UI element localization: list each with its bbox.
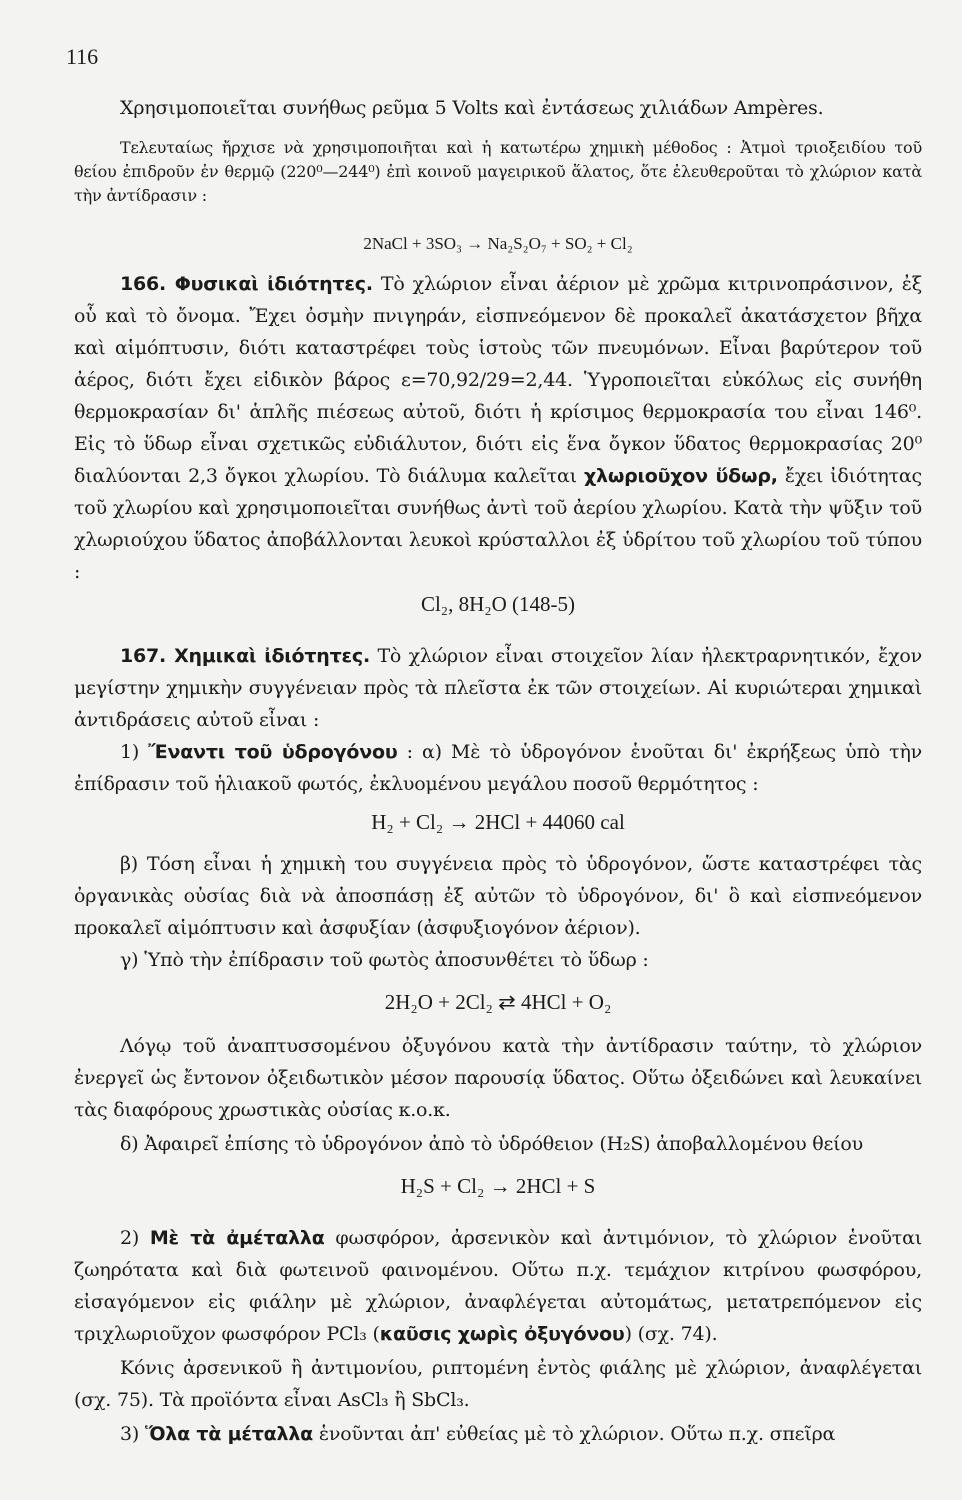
item-2-end: ) (σχ. 74). [624, 1323, 718, 1345]
arsenic-paragraph: Κόνις ἀρσενικοῦ ἢ ἀντιμονίου, ριπτομένη ἐντὸς φιάλης μὲ χλώριον, ἀναφλέγεται (σχ. 75). Τὰ προϊόντα εἶναι AsCl₃ ἢ SbCl₃. [74, 1357, 922, 1411]
item-2 [74, 1222, 922, 1350]
gamma-continuation: Λόγῳ τοῦ ἀναπτυσσομένου ὀξυγόνου κατὰ τὴν ἀντίδρασιν ταύτην, τὸ χλώριον ἐνεργεῖ ὡς ἔντονον ὀξειδωτικὸν μέσον παρουσίᾳ ὕδατος. Οὕτω ὀξειδώνει καὶ λευκαίνει τὰς διαφόρους χρωστικὰς οὐσίας κ.ο.κ. [74, 1035, 922, 1121]
section-166-text-cont: ἔχει ἰδιότητας τοῦ χλωρίου καὶ χρησιμοποιεῖται συνήθως ἀντὶ τοῦ ἀερίου χλωρίου. Κατὰ τὴν ψῦξιν τοῦ χλωριούχου ὕδατος ἀποβάλλονται λευκοὶ κρύσταλλοι ἐξ ὑδρίτου τοῦ χλωρίου τοῦ τύπου : [74, 465, 922, 583]
item-1-prefix: 1) [120, 741, 149, 763]
item-3-bold: Ὅλα τὰ μέταλλα [144, 1423, 314, 1445]
item-1-bold: Ἔναντι τοῦ ὑδρογόνου [148, 741, 398, 763]
item-3-text: ἑνοῦνται ἀπ' εὐθείας μὲ τὸ χλώριον. Οὕτω π.χ. σπεῖρα [313, 1423, 836, 1445]
item-2-prefix: 2) [120, 1227, 150, 1249]
equation-h2-cl2: H₂ + Cl₂ → 2HCl + 44060 cal [371, 810, 625, 834]
item-3 [74, 1418, 922, 1450]
item-delta: δ) Ἀφαιρεῖ ἐπίσης τὸ ὑδρογόνον ἀπὸ τὸ ὑδρόθειον (H₂S) ἀποβαλλομένου θείου [120, 1133, 864, 1155]
item-gamma: γ) Ὑπὸ τὴν ἐπίδρασιν τοῦ φωτὸς ἀποσυνθέτει τὸ ὕδωρ : [120, 949, 649, 971]
section-167 [74, 640, 922, 736]
item-2-bold-2: καῦσις χωρὶς ὀξυγόνου [379, 1323, 625, 1345]
intro-line: Χρησιμοποιεῖται συνήθως ρεῦμα 5 Volts καὶ ἐντάσεως χιλιάδων Ampères. [120, 97, 824, 119]
section-166-text: Τὸ χλώριον εἶναι ἀέριον μὲ χρῶμα κιτρινοπράσινον, ἐξ οὗ καὶ τὸ ὄνομα. Ἔχει ὀσμὴν πνιγηράν, εἰσπνεόμενον δὲ προκαλεῖ ἀκατάσχετον βῆχα καὶ αἱμόπτυσιν, διότι καταστρέφει τοὺς ἱστοὺς τῶν πνευμόνων. Εἶναι βαρύτερον τοῦ ἀέρος, διότι ἔχει εἰδικὸν βάρος ε=70,92/29=2,44. Ὑγροποιεῖται εὐκόλως εἰς συνήθη θερμοκρασίαν δι' ἁπλῆς πιέσεως αὐτοῦ, διότι ἡ κρίσιμος θερμοκρασία του εἶναι 146⁰. Εἰς τὸ ὕδωρ εἶναι σχετικῶς εὐδιάλυτον, διότι εἰς ἕνα ὄγκον ὕδατος θερμοκρασίας 20⁰ διαλύονται 2,3 ὄγκοι χλωρίου. Τὸ διάλυμα καλεῖται [74, 273, 922, 487]
equation-so3: 2NaCl + 3SO₃ → Na₂S₂O₇ + SO₂ + Cl₂ [363, 234, 633, 253]
equation-h2s: H₂S + Cl₂ → 2HCl + S [400, 1174, 596, 1198]
page-number: 116 [66, 44, 99, 69]
item-beta: β) Τόση εἶναι ἡ χημικὴ του συγγένεια πρὸς τὸ ὑδρογόνον, ὥστε καταστρέφει τὰς ὀργανικὰς οὐσίας διὰ νὰ ἀποσπάσῃ ἐξ αὐτῶν τὸ ὑδρογόνον, δι' ὃ καὶ εἰσπνεόμενον προκαλεῖ αἱμόπτυσιν καὶ ἀσφυξίαν (ἀσφυξιογόνον ἀέριον). [74, 853, 922, 939]
section-167-text: Τὸ χλώριον εἶναι στοιχεῖον λίαν ἠλεκτραρνητικόν, ἔχον μεγίστην χημικὴν συγγένειαν πρὸς τὰ πλεῖστα ἐκ τῶν στοιχείων. Αἱ κυριώτεραι χημικαὶ ἀντιδράσεις αὐτοῦ εἶναι : [74, 645, 922, 731]
item-2-bold: Μὲ τὰ ἀμέταλλα [149, 1227, 325, 1249]
item-2-text: φωσφόρον, ἀρσενικὸν καὶ ἀντιμόνιον, τὸ χλώριον ἑνοῦται ζωηρότατα καὶ διὰ φωτεινοῦ φαινομένου. Οὕτω π.χ. τεμάχιον κιτρίνου φωσφόρου, εἰσαγόμενον εἰς φιάλην μὲ χλώριον, ἀναφλέγεται αὐτομάτως, μετατρεπόμενον εἰς τριχλωριοῦχον φωσφόρον PCl₃ ( [74, 1227, 922, 1345]
section-166-heading: 166. Φυσικαὶ ἰδιότητες. [120, 273, 373, 295]
section-166 [74, 268, 922, 588]
formula-hydrate: Cl₂, 8H₂O (148-5) [420, 592, 576, 616]
item-1 [74, 736, 922, 800]
equation-water: 2H₂O + 2Cl₂ ⇄ 4HCl + O₂ [384, 990, 612, 1014]
item-3-prefix: 3) [120, 1423, 145, 1445]
item-1-text: : α) Μὲ τὸ ὑδρογόνον ἑνοῦται δι' ἐκρήξεως ὑπὸ τὴν ἐπίδρασιν τοῦ ἡλιακοῦ φωτός, ἐκλυομένου μεγάλου ποσοῦ θερμότητος : [74, 741, 922, 795]
intro-paragraph: Τελευταίως ἤρχισε νὰ χρησιμοποιῆται καὶ ἡ κατωτέρω χημικὴ μέθοδος : Ἀτμοὶ τριοξειδίου τοῦ θείου ἐπιδροῦν ἐν θερμῷ (220⁰—244⁰) ἐπὶ κοινοῦ μαγειρικοῦ ἅλατος, ὅτε ἐλευθεροῦται τὸ χλώριον κατὰ τὴν ἀντίδρασιν : [74, 138, 922, 205]
chlorine-water-term: χλωριοῦχον ὕδωρ, [583, 465, 778, 487]
section-167-heading: 167. Χημικαὶ ἰδιότητες. [120, 645, 370, 667]
